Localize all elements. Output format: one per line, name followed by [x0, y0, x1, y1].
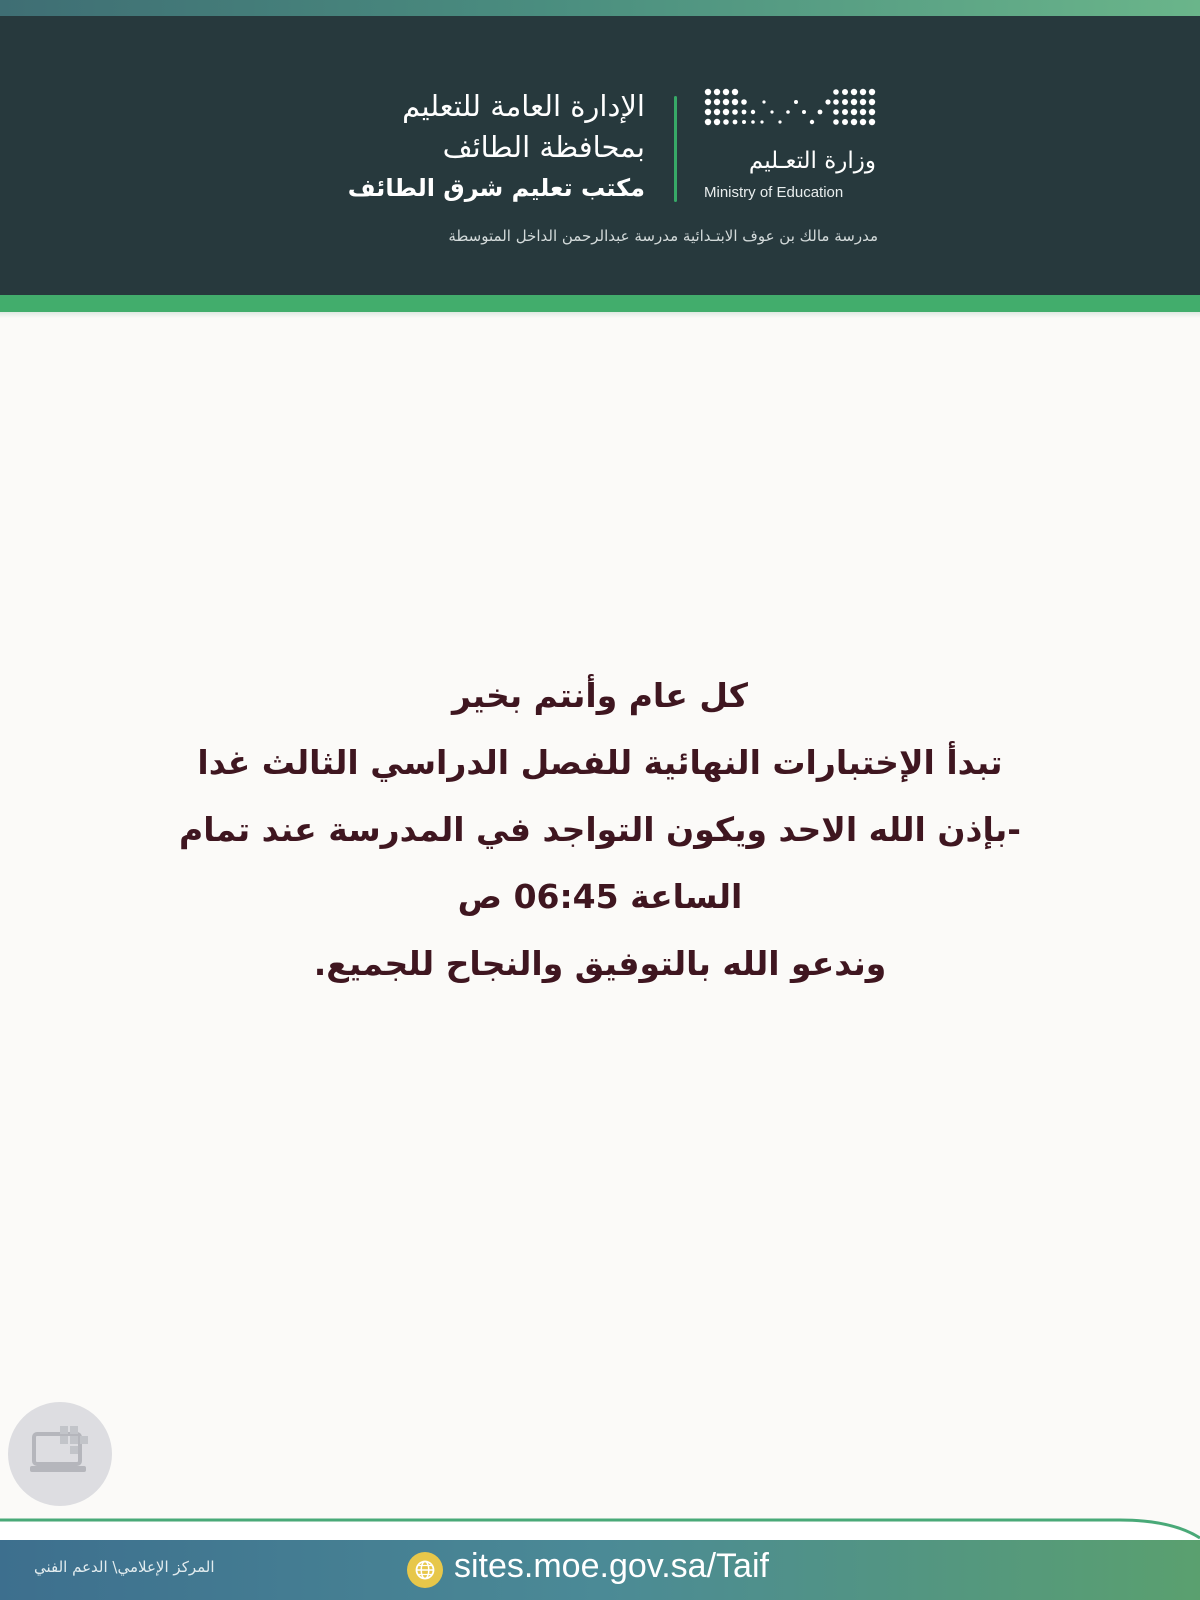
- footer-credit: المركز الإعلامي\ الدعم الفني: [34, 1558, 215, 1576]
- announcement-text: [100, 662, 1100, 997]
- administration-title-block: [305, 86, 645, 208]
- ministry-logo: [700, 86, 878, 212]
- top-accent-stripe: [0, 0, 1200, 16]
- moe-dots-logo-icon: [704, 88, 876, 132]
- school-names: مدرسة مالك بن عوف الابتـدائية مدرسة عبدالرحمن الداخل المتوسطة: [448, 227, 878, 245]
- ministry-name-arabic: وزارة التعـليم: [748, 148, 876, 174]
- footer-bar: [0, 1540, 1200, 1600]
- announcement-greeting: كل عام وأنتم بخير: [452, 676, 748, 715]
- ministry-name-english: Ministry of Education: [704, 184, 844, 201]
- watermark-badge: [8, 1402, 112, 1506]
- computer-icon: [30, 1426, 90, 1482]
- header-green-stripe: [0, 295, 1200, 312]
- header-divider: [674, 96, 677, 202]
- announcement-exam-start: تبدأ الإختبارات النهائية للفصل الدراسي الثالث غدا: [197, 743, 1003, 782]
- footer-curve: [0, 1500, 1200, 1540]
- globe-icon: [415, 1560, 435, 1580]
- announcement-closing: وندعو الله بالتوفيق والنجاح للجميع.: [313, 944, 887, 983]
- footer-website-link[interactable]: sites.moe.gov.sa/Taif: [454, 1547, 769, 1585]
- letterhead-header: [0, 16, 1200, 295]
- announcement-time: الساعة 06:45 ص: [457, 877, 743, 916]
- administration-title: الإدارة العامة للتعليم: [402, 89, 645, 123]
- globe-badge: [407, 1552, 443, 1588]
- governorate-title: بمحافظة الطائف: [442, 130, 645, 164]
- header-shadow: [0, 312, 1200, 318]
- announcement-attendance: -بإذن الله الاحد ويكون التواجد في المدرسة عند تمام: [179, 810, 1021, 849]
- office-title: مكتب تعليم شرق الطائف: [347, 174, 645, 202]
